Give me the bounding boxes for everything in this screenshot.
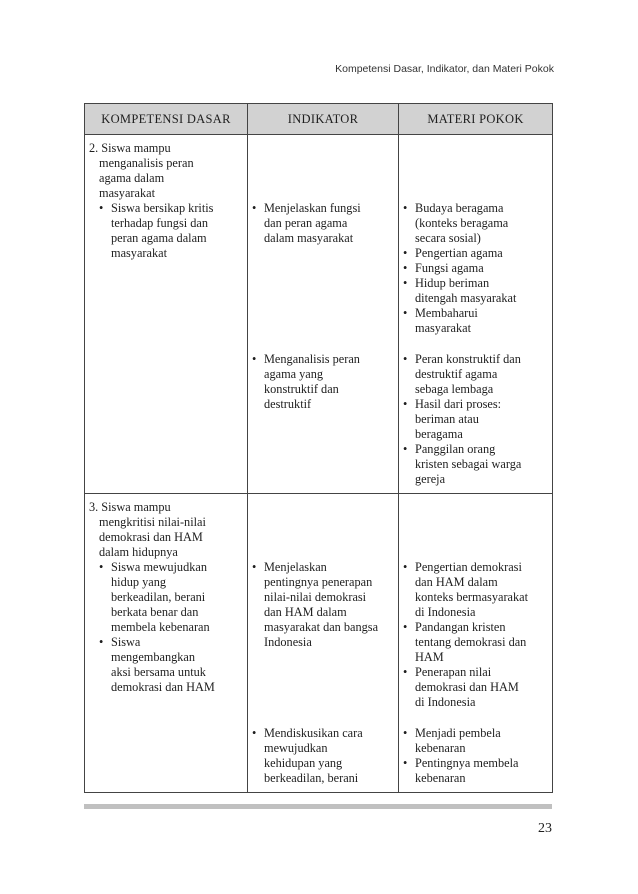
list-item: • Budaya beragama (konteks beragama secara sosial) xyxy=(403,201,549,246)
list-item: • Siswa bersikap kritis terhadap fungsi dan peran agama dalam masyarakat xyxy=(99,201,244,261)
list-item: • Siswa mengembangkan aksi bersama untuk demokrasi dan HAM xyxy=(99,635,244,695)
materi-cell xyxy=(399,494,553,793)
group-gap xyxy=(403,710,549,726)
kompetensi-title: 3. Siswa mampu xyxy=(89,500,171,514)
list-item: • Mendiskusikan cara mewujudkan kehidupan yang berkeadilan, berani xyxy=(252,726,395,786)
kompetensi-desc: mengkritisi nilai-nilai demokrasi dan HAM dalam hidupnya • Siswa mewujudkan hidup yang berkeadilan, berani berkata benar dan membela kebenaran • Siswa mengembangkan aksi bersama untuk demokrasi dan HAM xyxy=(89,515,244,695)
materi-group xyxy=(403,726,549,786)
list-item: • Menjadi pembela kebenaran xyxy=(403,726,549,756)
list-item: • Menjelaskan pentingnya penerapan nilai-nilai demokrasi dan HAM dalam masyarakat dan bangsa Indonesia xyxy=(252,560,395,650)
running-header: Kompetensi Dasar, Indikator, dan Materi Pokok xyxy=(335,63,554,75)
kd-table xyxy=(84,103,553,793)
list-item: • Membaharui masyarakat xyxy=(403,306,549,336)
group-gap xyxy=(403,336,549,352)
indikator-list xyxy=(252,726,395,786)
column-header-materi: MATERI POKOK xyxy=(399,104,553,135)
kompetensi-cell xyxy=(85,494,248,793)
materi-group xyxy=(403,560,549,710)
group-gap xyxy=(252,336,395,352)
indikator-cell xyxy=(248,494,399,793)
spacer xyxy=(403,500,549,560)
kompetensi-cell xyxy=(85,135,248,494)
group-gap xyxy=(252,710,395,726)
materi-content xyxy=(399,494,552,792)
indikator-group xyxy=(252,201,395,336)
table-row xyxy=(85,494,553,793)
materi-list xyxy=(403,352,549,487)
indikator-group xyxy=(252,560,395,710)
materi-group xyxy=(403,352,549,487)
list-item: • Fungsi agama xyxy=(403,261,549,276)
materi-group xyxy=(403,201,549,336)
list-item: • Pandangan kristen tentang demokrasi dan HAM xyxy=(403,620,549,665)
list-item: • Panggilan orang kristen sebagai warga gereja xyxy=(403,442,549,487)
list-item: • Hasil dari proses: beriman atau beragama xyxy=(403,397,549,442)
cell-bottom-pad xyxy=(403,786,549,792)
indikator-group xyxy=(252,352,395,487)
indikator-group xyxy=(252,726,395,786)
list-item: • Siswa mewujudkan hidup yang berkeadilan, berani berkata benar dan membela kebenaran xyxy=(99,560,244,635)
indikator-content xyxy=(248,135,398,487)
footer-rule xyxy=(84,804,552,809)
kompetensi-desc: menganalisis peran agama dalam masyarakat • Siswa bersikap kritis terhadap fungsi dan peran agama dalam masyarakat xyxy=(89,156,244,261)
table-header-row xyxy=(85,104,553,135)
list-item: • Pengertian agama xyxy=(403,246,549,261)
spacer xyxy=(403,141,549,201)
list-item: • Pentingnya membela kebenaran xyxy=(403,756,549,786)
indikator-list xyxy=(252,201,395,246)
kompetensi-title: 2. Siswa mampu xyxy=(89,141,171,155)
list-item: • Menganalisis peran agama yang konstruktif dan destruktif xyxy=(252,352,395,412)
cell-bottom-pad xyxy=(403,487,549,493)
table-row xyxy=(85,135,553,494)
kompetensi-content xyxy=(85,494,247,695)
indikator-list xyxy=(252,560,395,650)
materi-list xyxy=(403,726,549,786)
indikator-cell xyxy=(248,135,399,494)
column-header-kompetensi: KOMPETENSI DASAR xyxy=(85,104,248,135)
indikator-list xyxy=(252,352,395,412)
column-header-indikator: INDIKATOR xyxy=(248,104,399,135)
list-item: • Hidup beriman ditengah masyarakat xyxy=(403,276,549,306)
materi-content xyxy=(399,135,552,493)
kompetensi-bullets xyxy=(99,560,244,695)
materi-cell xyxy=(399,135,553,494)
kompetensi-bullets xyxy=(99,201,244,261)
spacer xyxy=(252,141,395,201)
spacer xyxy=(252,500,395,560)
list-item: • Penerapan nilai demokrasi dan HAM di Indonesia xyxy=(403,665,549,710)
kompetensi-content xyxy=(85,135,247,261)
list-item: • Peran konstruktif dan destruktif agama sebaga lembaga xyxy=(403,352,549,397)
materi-list xyxy=(403,201,549,336)
list-item: • Pengertian demokrasi dan HAM dalam konteks bermasyarakat di Indonesia xyxy=(403,560,549,620)
page-number: 23 xyxy=(538,821,552,836)
indikator-content xyxy=(248,494,398,786)
list-item: • Menjelaskan fungsi dan peran agama dalam masyarakat xyxy=(252,201,395,246)
materi-list xyxy=(403,560,549,710)
